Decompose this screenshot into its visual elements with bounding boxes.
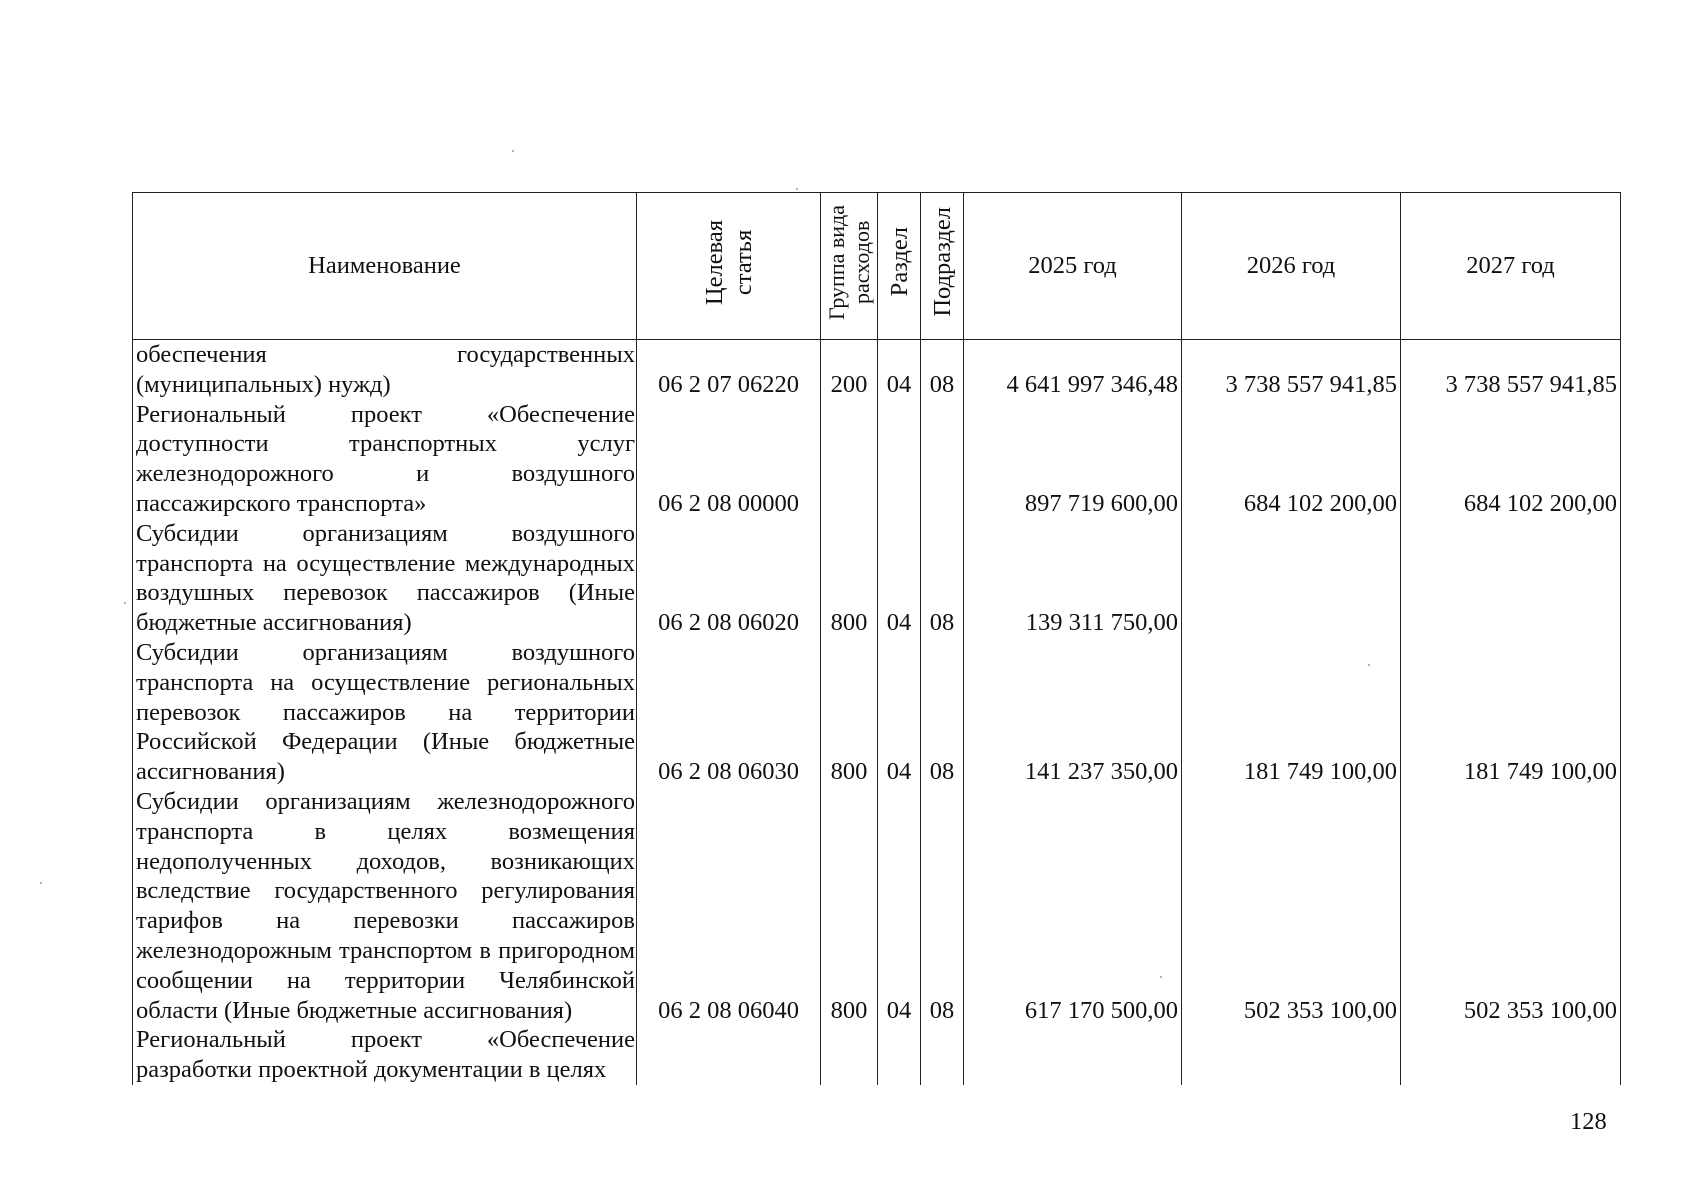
scan-speck	[40, 882, 42, 884]
budget-table	[132, 192, 1621, 1085]
row-expense-group	[821, 1025, 878, 1085]
row-2026: 502 353 100,00	[1182, 787, 1401, 1025]
col-header-section: Раздел	[878, 193, 921, 340]
col-header-expense-group: Группа вида расходов	[821, 193, 878, 340]
row-name: Субсидии организациям воздушного транспорта на осуществление региональных перевозок пассажиров на территории Российской Федерации (Иные бюджетные ассигнования)	[133, 638, 637, 787]
row-subsection	[921, 1025, 964, 1085]
col-header-2026: 2026 год	[1182, 193, 1401, 340]
row-2027: 3 738 557 941,85	[1401, 340, 1621, 400]
row-section	[878, 400, 921, 519]
row-2027	[1401, 519, 1621, 638]
row-name: Региональный проект «Обеспечение разработки проектной документации в целях	[133, 1025, 637, 1085]
scan-speck	[512, 150, 514, 152]
row-section: 04	[878, 519, 921, 638]
row-name: Региональный проект «Обеспечение доступности транспортных услуг железнодорожного и воздушного пассажирского транспорта»	[133, 400, 637, 519]
scan-speck	[124, 602, 126, 604]
row-subsection	[921, 400, 964, 519]
row-article: 06 2 08 06020	[637, 519, 821, 638]
row-section: 04	[878, 638, 921, 787]
row-expense-group: 200	[821, 340, 878, 400]
row-subsection: 08	[921, 787, 964, 1025]
row-2026	[1182, 1025, 1401, 1085]
scan-speck	[796, 188, 798, 190]
row-2025: 617 170 500,00	[964, 787, 1182, 1025]
row-2025	[964, 1025, 1182, 1085]
row-2026: 684 102 200,00	[1182, 400, 1401, 519]
row-2027: 502 353 100,00	[1401, 787, 1621, 1025]
scan-speck	[1368, 664, 1370, 666]
row-subsection: 08	[921, 519, 964, 638]
row-article: 06 2 07 06220	[637, 340, 821, 400]
row-name: Субсидии организациям воздушного транспорта на осуществление международных воздушных перевозок пассажиров (Иные бюджетные ассигнования)	[133, 519, 637, 638]
row-article	[637, 1025, 821, 1085]
row-expense-group: 800	[821, 519, 878, 638]
table-row	[133, 400, 1621, 519]
row-2026: 181 749 100,00	[1182, 638, 1401, 787]
row-name: обеспечения государственных (муниципальных) нужд)	[133, 340, 637, 400]
row-2027	[1401, 1025, 1621, 1085]
row-2025: 141 237 350,00	[964, 638, 1182, 787]
table-row	[133, 340, 1621, 400]
row-2026: 3 738 557 941,85	[1182, 340, 1401, 400]
row-name: Субсидии организациям железнодорожного транспорта в целях возмещения недополученных доходов, возникающих вследствие государственного регулирования тарифов на перевозки пассажиров железнодорожным транспортом в пригородном сообщении на территории Челябинской области (Иные бюджетные ассигнования)	[133, 787, 637, 1025]
row-subsection: 08	[921, 340, 964, 400]
row-section: 04	[878, 340, 921, 400]
table-row	[133, 1025, 1621, 1085]
scan-speck	[1160, 976, 1162, 978]
row-2027: 684 102 200,00	[1401, 400, 1621, 519]
row-article: 06 2 08 06030	[637, 638, 821, 787]
col-header-2027: 2027 год	[1401, 193, 1621, 340]
col-header-target-article: Целевая статья	[637, 193, 821, 340]
page-number: 128	[1570, 1108, 1607, 1135]
row-2027: 181 749 100,00	[1401, 638, 1621, 787]
row-expense-group: 800	[821, 638, 878, 787]
row-article: 06 2 08 06040	[637, 787, 821, 1025]
row-subsection: 08	[921, 638, 964, 787]
row-2025: 897 719 600,00	[964, 400, 1182, 519]
table-row	[133, 638, 1621, 787]
row-2025: 4 641 997 346,48	[964, 340, 1182, 400]
table-row	[133, 787, 1621, 1025]
row-2025: 139 311 750,00	[964, 519, 1182, 638]
row-section: 04	[878, 787, 921, 1025]
table-row	[133, 519, 1621, 638]
row-article: 06 2 08 00000	[637, 400, 821, 519]
row-section	[878, 1025, 921, 1085]
table-header-row	[133, 193, 1621, 340]
row-expense-group	[821, 400, 878, 519]
col-header-2025: 2025 год	[964, 193, 1182, 340]
row-expense-group: 800	[821, 787, 878, 1025]
col-header-name: Наименование	[133, 193, 637, 340]
row-2026	[1182, 519, 1401, 638]
col-header-subsection: Подраздел	[921, 193, 964, 340]
